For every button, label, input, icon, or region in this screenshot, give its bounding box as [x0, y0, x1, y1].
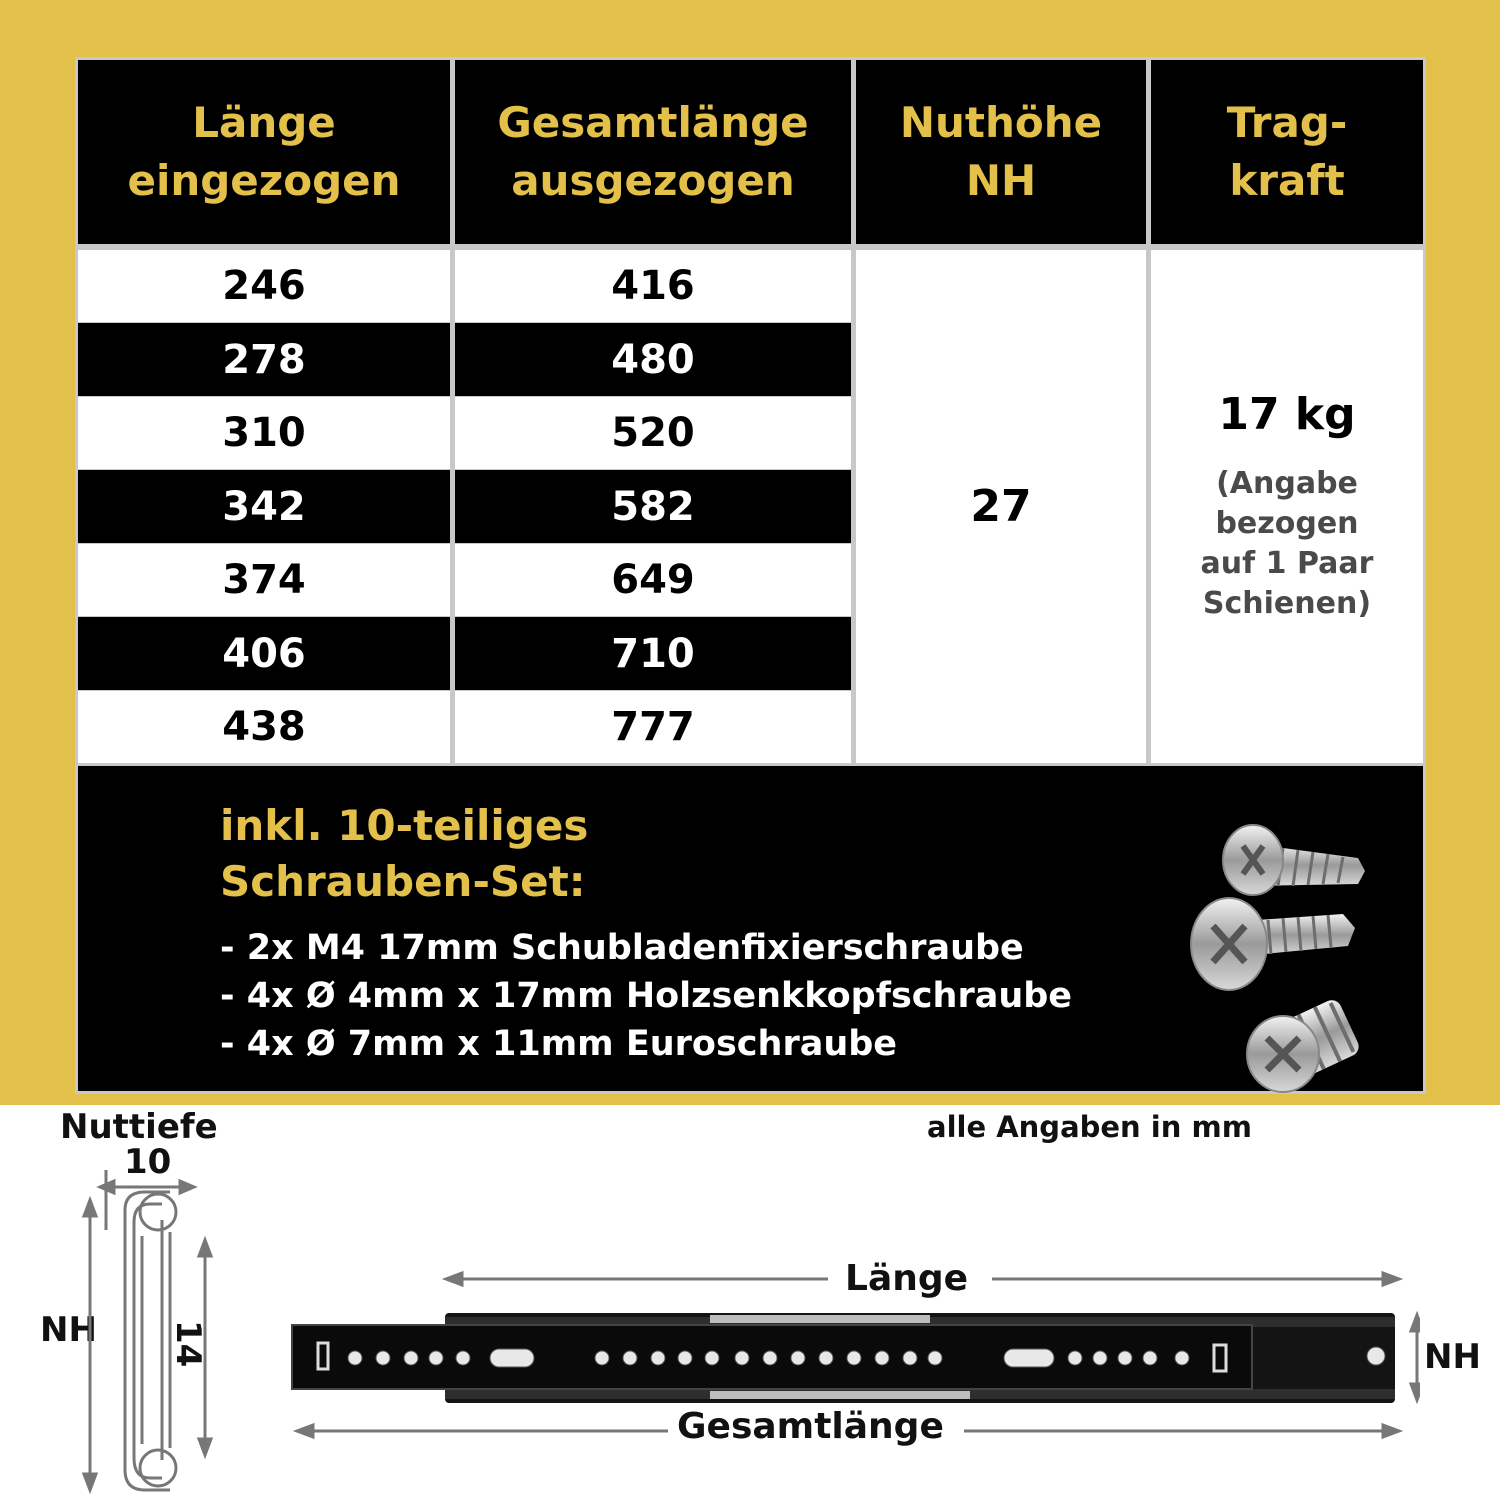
cell-laenge: 406: [78, 617, 450, 690]
title-line: inkl. 10-teiliges: [220, 801, 589, 850]
nh-dimension-label: NH: [1424, 1337, 1481, 1377]
cell-nuthoehe: [856, 250, 1146, 763]
note-line: (Angabe: [1216, 466, 1358, 501]
unit-note: alle Angaben in mm: [927, 1110, 1252, 1144]
note-line: auf 1 Paar: [1200, 546, 1374, 581]
laenge-dimension-label: Länge: [845, 1258, 969, 1299]
cell-gesamtlaenge: 649: [455, 544, 851, 616]
rail-side-drawing: [280, 1265, 1420, 1455]
cell-laenge: 246: [78, 250, 450, 322]
cell-gesamtlaenge: 520: [455, 397, 851, 469]
header-line: Nuthöhe: [899, 98, 1103, 147]
screw-list: [220, 924, 1072, 1068]
nuttiefe-label: Nuttiefe: [60, 1107, 218, 1147]
wood-screw-icon: [1223, 825, 1365, 895]
header-line: NH: [965, 156, 1037, 205]
nuttiefe-value: 10: [124, 1142, 172, 1182]
screw-item: - 4x Ø 7mm x 11mm Euroschraube: [220, 1024, 898, 1064]
header-line: kraft: [1229, 156, 1345, 205]
cell-tragkraft: [1151, 250, 1423, 763]
cell-laenge: 342: [78, 470, 450, 543]
cell-laenge: 310: [78, 397, 450, 469]
note-line: bezogen: [1215, 506, 1359, 541]
cell-gesamtlaenge: 480: [455, 323, 851, 396]
dim-14-label: 14: [168, 1320, 208, 1368]
cell-gesamtlaenge: 416: [455, 250, 851, 322]
header-tragkraft: [1151, 60, 1423, 244]
header-line: Gesamtlänge: [497, 98, 809, 147]
cell-gesamtlaenge: 582: [455, 470, 851, 543]
cell-gesamtlaenge: 777: [455, 691, 851, 763]
cell-laenge: 438: [78, 691, 450, 763]
header-nuthoehe: [856, 60, 1146, 244]
header-line: Trag-: [1226, 98, 1348, 147]
euro-screw-icon: [1247, 997, 1362, 1092]
tragkraft-note: [1201, 464, 1374, 624]
cell-laenge: 278: [78, 323, 450, 396]
tragkraft-value: 17 kg: [1218, 389, 1356, 440]
countersunk-screw-icon: [1191, 898, 1355, 990]
rail-profile-drawing: [70, 1170, 270, 1500]
cell-laenge: 374: [78, 544, 450, 616]
header-line: ausgezogen: [511, 156, 795, 205]
cell-gesamtlaenge: 710: [455, 617, 851, 690]
header-laenge-eingezogen: [78, 60, 450, 244]
note-line: Schienen): [1202, 586, 1372, 621]
header-line: Länge: [192, 98, 336, 147]
screw-item: - 4x Ø 4mm x 17mm Holzsenkkopfschraube: [220, 976, 1073, 1016]
screw-set-panel: [78, 766, 1423, 1091]
title-line: Schrauben-Set:: [220, 857, 586, 906]
gesamtlaenge-dimension-label: Gesamtlänge: [677, 1406, 944, 1447]
header-gesamtlaenge-ausgezogen: [455, 60, 851, 244]
nh-label: NH: [40, 1310, 97, 1350]
nuthoehe-value: 27: [970, 481, 1032, 532]
screw-item: - 2x M4 17mm Schubladenfixierschraube: [220, 928, 1024, 968]
screw-illustrations: [1183, 796, 1403, 1096]
header-line: eingezogen: [127, 156, 401, 205]
screw-set-title: [220, 798, 588, 910]
